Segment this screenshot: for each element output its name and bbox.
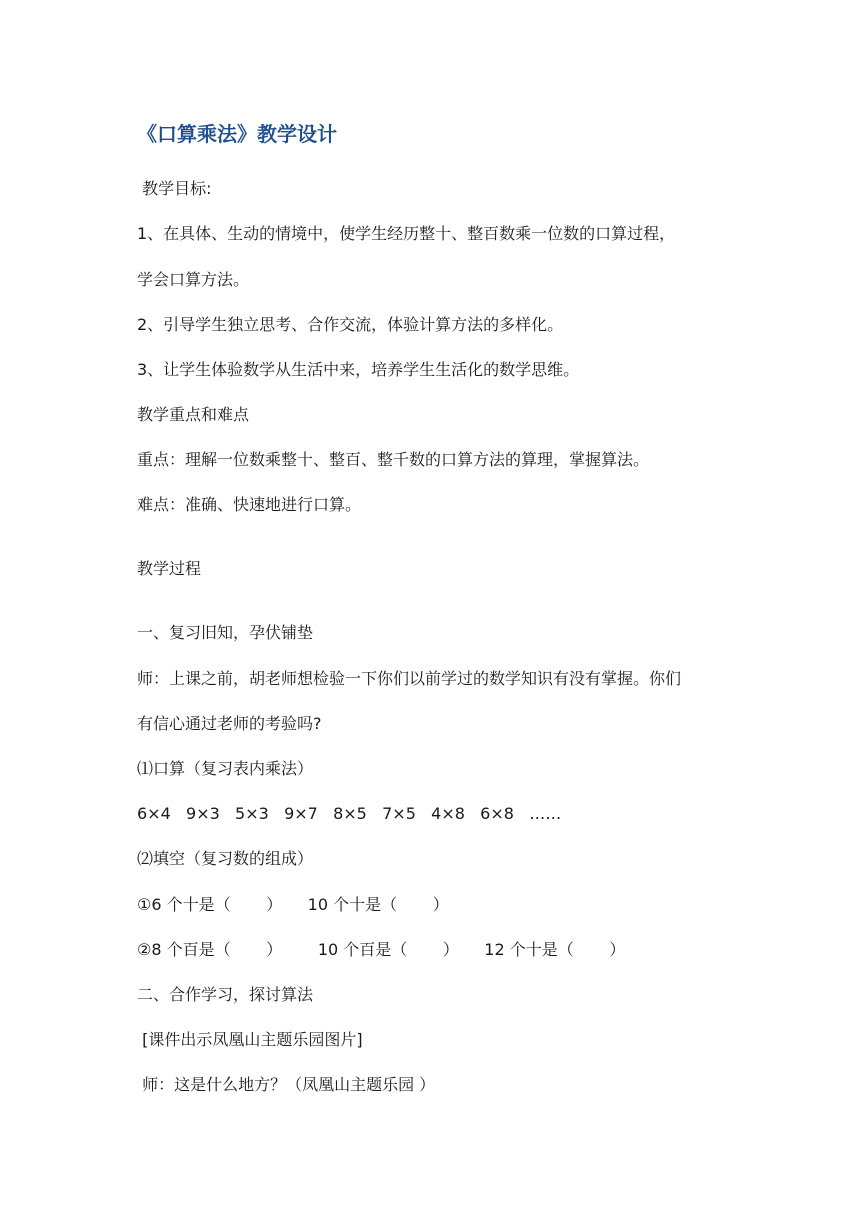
teacher-question: 师：这是什么地方？（凤凰山主题乐园 ） [137,1075,436,1094]
difficult-point: 难点：准确、快速地进行口算。 [137,495,362,514]
mental-math-exercises: 6×4 9×3 5×3 9×7 8×5 7×5 4×8 6×8 …… [137,804,562,823]
objective-1-line-1: 1、在具体、生动的情境中，使学生经历整十、整百数乘一位数的口算过程， [137,224,676,243]
teacher-line-1: 师：上课之前，胡老师想检验一下你们以前学过的数学知识有没有掌握。你们 [137,669,682,688]
objective-1-line-2: 学会口算方法。 [137,270,250,289]
fill-blank-2: ②8 个百是（ ） 10 个百是（ ） 12 个十是（ ） [137,940,626,959]
fill-blank-1: ①6 个十是（ ） 10 个十是（ ） [137,895,449,914]
document-title: 《口算乘法》教学设计 [137,122,337,146]
section-objectives-heading: 教学目标: [137,179,212,198]
section-process-heading: 教学过程 [137,559,202,578]
part-1-heading: 一、复习旧知，孕伏铺垫 [137,623,314,642]
key-point: 重点：理解一位数乘整十、整百、整千数的口算方法的算理，掌握算法。 [137,450,650,469]
teacher-line-2: 有信心通过老师的考验吗? [137,714,322,733]
objective-2: 2、引导学生独立思考、合作交流，体验计算方法的多样化。 [137,315,564,334]
mental-math-heading: ⑴口算（复习表内乘法） [137,759,314,778]
part-2-heading: 二、合作学习，探讨算法 [137,985,314,1004]
courseware-note: [课件出示凤凰山主题乐园图片] [137,1030,363,1049]
fill-blank-heading: ⑵填空（复习数的组成） [137,849,314,868]
objective-3: 3、让学生体验数学从生活中来，培养学生生活化的数学思维。 [137,360,580,379]
section-key-points-heading: 教学重点和难点 [137,405,250,424]
